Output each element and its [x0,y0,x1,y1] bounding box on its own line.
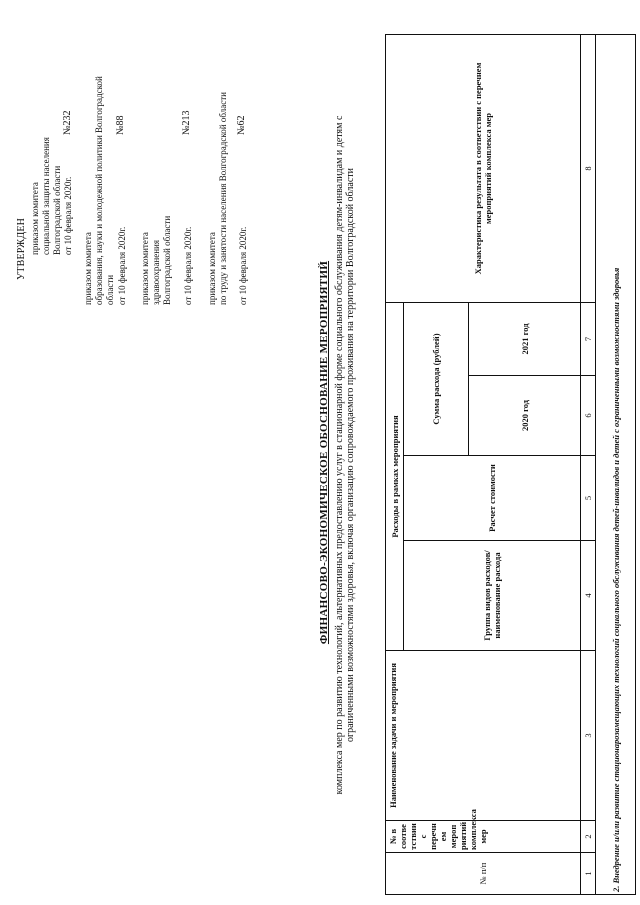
header-calc: Расчет стоимости [404,456,581,541]
approval-title: УТВЕРЖДЕН [16,217,27,280]
order-line: от 10 февраля 2020г. [183,226,193,305]
col-number: 3 [581,651,596,821]
header-2020: 2020 год [469,376,581,456]
order-health-date [183,227,194,305]
order-education-date [117,227,128,305]
order-line: по труду и занятости населения Волгоградской области [218,92,228,305]
order-line: Волгоградской области [52,165,62,255]
order-number: №213 [181,110,192,135]
header-sum: Сумма расхода (рублей) [404,303,469,456]
order-line: приказом комитета [83,232,93,305]
section-row: 2. Внедрение и/или развитие стационарозамещающих технологий социального обслуживания детей-инвалидов и детей с ограниченными возможностями здоровья [596,35,636,895]
order-education [83,76,116,305]
order-line: от 10 февраля 2020г. [63,176,73,255]
order-line: социальной защиты населения [41,137,51,255]
col-number: 2 [581,821,596,853]
order-line: Волгоградской области [162,215,172,305]
document-subtitle: комплекса мер по развитию технологий, альтернативных предоставлению услуг в стационарной форме социального обслуживания детям-инвалидам и детям с ограниченными возможностями здоровья, включая организацию сопровождаемого проживания на территории Волгоградской области [334,115,356,795]
order-number: №88 [115,115,126,135]
measures-table [385,34,636,895]
order-line: от 10 февраля 2020г. [238,226,248,305]
col-number: 1 [581,853,596,895]
order-labor [207,92,229,305]
order-social-protection [30,137,74,255]
order-line: образования, науки и молодежной политики Волгоградской [94,76,104,305]
order-line: приказом комитета [30,182,40,255]
order-line: области [105,274,115,305]
col-number: 7 [581,303,596,376]
order-line: от 10 февраля 2020г. [117,226,127,305]
col-number: 6 [581,376,596,456]
col-number: 8 [581,35,596,303]
order-number: №232 [62,110,73,135]
header-result: Характеристика результата в соответствии с перечнем мероприятий комплекса мер [386,35,581,303]
header-group: Группа видов расходов/наименование расхода [404,541,581,651]
col-number: 4 [581,541,596,651]
order-labor-date [238,227,249,305]
header-expenses: Расходы в рамках мероприятия [386,303,404,651]
col-number: 5 [581,456,596,541]
header-perechen: № в соотве тствии с перечн ем мероп риятий комплекса мер [386,821,581,853]
document-title: ФИНАНСОВО-ЭКОНОМИЧЕСКОЕ ОБОСНОВАНИЕ МЕРОПРИЯТИЙ [318,260,330,645]
order-line: приказом комитета [140,232,150,305]
header-2021: 2021 год [469,303,581,376]
order-line: приказом комитета [207,232,217,305]
header-name: Наименование задачи и мероприятия [386,651,581,821]
header-num: № п/п [386,853,581,895]
order-health [140,216,173,305]
order-number: №62 [236,115,247,135]
order-line: здравоохранения [151,239,161,305]
